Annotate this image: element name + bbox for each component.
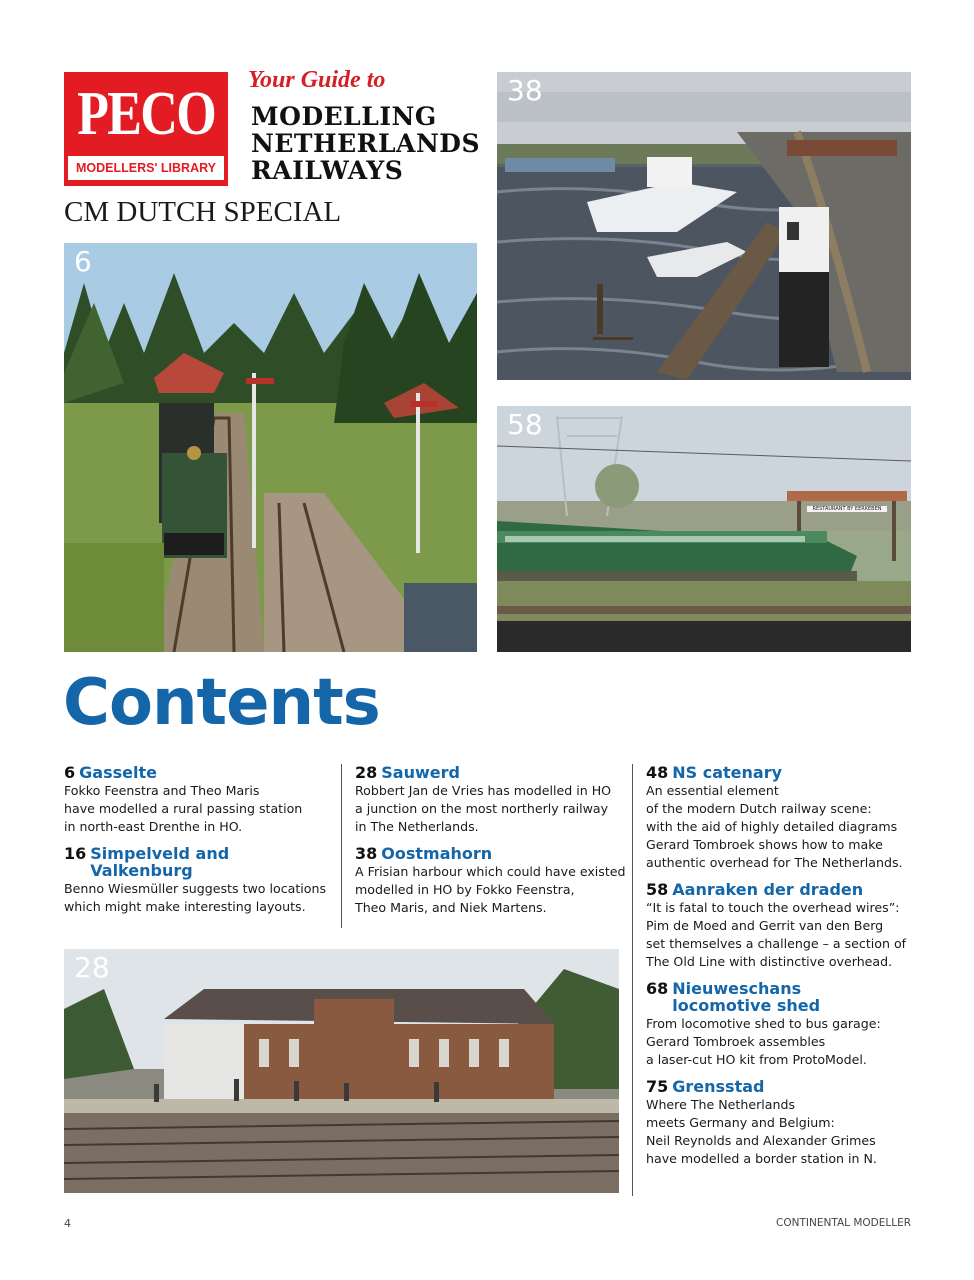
entry-heading (646, 1078, 916, 1095)
page-number: 4 (64, 1217, 71, 1230)
guide-title (251, 103, 480, 184)
entry-heading (646, 980, 916, 1014)
entry-title: Aanraken der draden (672, 880, 864, 899)
photo-gasselte (64, 243, 477, 652)
entry-heading (646, 764, 916, 781)
entry-title: Simpelveld and Valkenburg (90, 844, 230, 880)
special-issue-label: CM DUTCH SPECIAL (64, 196, 342, 228)
entry-page-number: 68 (646, 979, 669, 998)
entry-page-number: 16 (64, 844, 87, 863)
photo-page-number: 6 (74, 245, 92, 278)
entry-title: Sauwerd (381, 763, 460, 782)
guide-title-line: MODELLING (251, 102, 437, 131)
contents-entry[interactable] (646, 881, 916, 971)
column-divider (341, 764, 342, 928)
entry-description: Benno Wiesmüller suggests two locations which might make interesting layouts. (64, 881, 327, 914)
entry-title: Gasselte (79, 763, 157, 782)
entry-description: From locomotive shed to bus garage: Gerard Tombroek assembles a laser-cut HO kit from ProtoModel. (646, 1016, 881, 1067)
entry-page-number: 28 (355, 763, 378, 782)
entry-page-number: 48 (646, 763, 669, 782)
contents-entry[interactable] (355, 764, 627, 836)
entry-description: An essential element of the modern Dutch railway scene: with the aid of highly detailed diagrams Gerard Tombroek shows how to make authentic overhead for The Netherlands. (646, 783, 903, 870)
entry-description: Fokko Feenstra and Theo Maris have modelled a rural passing station in north-east Drenthe in HO. (64, 783, 303, 834)
contents-heading: Contents (63, 666, 380, 740)
entry-heading (646, 881, 916, 898)
magazine-name: CONTINENTAL MODELLER (776, 1217, 911, 1229)
entry-description: “It is fatal to touch the overhead wires”: Pim de Moed and Gerrit van den Berg set themselves a challenge – a section of The Old Line with distinctive overhead. (646, 900, 907, 969)
photo-page-number: 58 (507, 408, 543, 441)
contents-column-1 (64, 764, 336, 925)
entry-title: Grensstad (672, 1077, 765, 1096)
entry-page-number: 6 (64, 763, 76, 782)
guide-title-line: RAILWAYS (251, 156, 404, 185)
entry-title: Oostmahorn (381, 844, 493, 863)
contents-entry[interactable] (355, 845, 627, 917)
peco-logo (64, 72, 228, 186)
logo-brand: PECO (77, 80, 216, 148)
photo-oostmahorn (497, 72, 911, 380)
photo-sauwerd (64, 949, 619, 1193)
photo-aanraken-der-draden (497, 406, 911, 652)
entry-title: NS catenary (672, 763, 783, 782)
entry-title: Nieuweschans locomotive shed (672, 979, 821, 1015)
entry-heading (355, 764, 627, 781)
entry-heading (64, 764, 336, 781)
entry-page-number: 58 (646, 880, 669, 899)
entry-heading (355, 845, 627, 862)
photo-page-number: 38 (507, 74, 543, 107)
contents-entry[interactable] (646, 764, 916, 872)
contents-entry[interactable] (646, 980, 916, 1069)
contents-column-2 (355, 764, 627, 926)
contents-column-3 (646, 764, 916, 1177)
logo-subtitle: MODELLERS' LIBRARY (68, 156, 224, 180)
column-divider (632, 764, 633, 1196)
photo-page-number: 28 (74, 951, 110, 984)
entry-description: Where The Netherlands meets Germany and Belgium: Neil Reynolds and Alexander Grimes have modelled a border station in N. (646, 1097, 877, 1166)
guide-script: Your Guide to (248, 67, 386, 93)
entry-description: A Frisian harbour which could have existed modelled in HO by Fokko Feenstra, Theo Maris, and Niek Martens. (355, 864, 626, 915)
contents-entry[interactable] (64, 845, 336, 916)
guide-title-line: NETHERLANDS (251, 129, 481, 158)
contents-entry[interactable] (646, 1078, 916, 1168)
entry-heading (64, 845, 336, 879)
entry-page-number: 38 (355, 844, 378, 863)
entry-page-number: 75 (646, 1077, 669, 1096)
contents-entry[interactable] (64, 764, 336, 836)
entry-description: Robbert Jan de Vries has modelled in HO a junction on the most northerly railway in The Netherlands. (355, 783, 612, 834)
station-sign: RESTAURANT BY EERKEBEN (807, 506, 887, 512)
